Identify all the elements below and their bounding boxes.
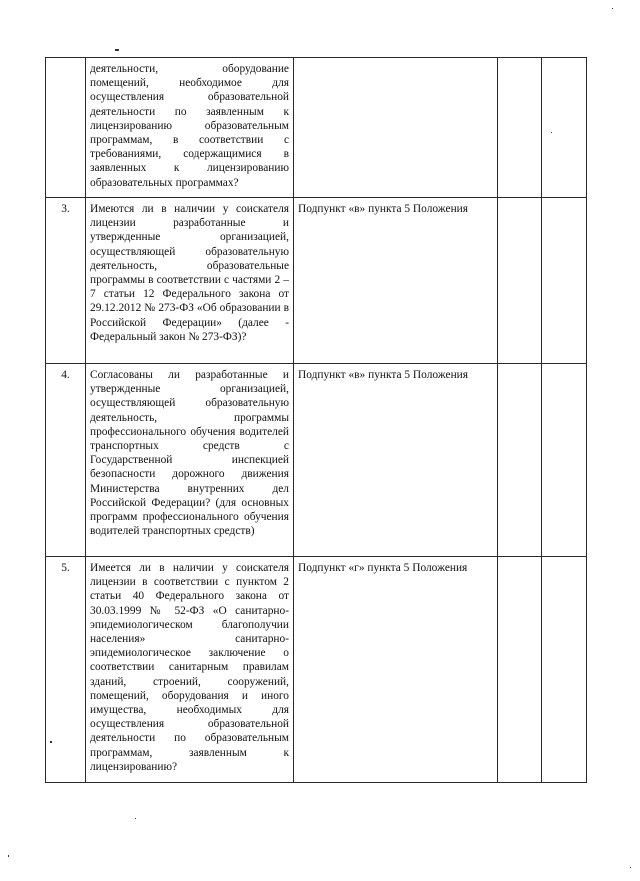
scan-speck bbox=[612, 8, 613, 9]
scan-speck bbox=[135, 818, 136, 819]
note-cell bbox=[542, 364, 587, 557]
checklist-table bbox=[45, 57, 587, 783]
row-number: 5. bbox=[46, 557, 86, 783]
question-cell bbox=[86, 364, 294, 557]
row-number bbox=[46, 58, 86, 198]
scan-speck bbox=[8, 855, 9, 857]
note-cell bbox=[542, 557, 587, 783]
question-cell bbox=[86, 58, 294, 198]
note-cell bbox=[542, 198, 587, 364]
answer-cell bbox=[498, 557, 542, 783]
answer-cell bbox=[498, 58, 542, 198]
question-text: Согласованы ли разработанные и утвержденные организацией, осуществляющей образовательную деятельность, программы профессионального обучения водителей транспортных средств с Государственной инспекцией безопасности дорожного движения Министерства внутренних дел Российской Федерации? (для основных программ профессионального обучения водителей транспортных средств) bbox=[90, 369, 289, 538]
scan-speck bbox=[630, 867, 631, 868]
table-row bbox=[46, 198, 587, 364]
question-text: деятельности, оборудование помещений, необходимое для осуществления образовательной деятельности по заявленным к лицензированию образовательным программам, в соответствии с требованиями, содержащимися в заявленных к лицензированию образовательных программах? bbox=[90, 63, 289, 189]
answer-cell bbox=[498, 364, 542, 557]
reference-cell bbox=[294, 58, 498, 198]
row-number: 4. bbox=[46, 364, 86, 557]
note-cell bbox=[542, 58, 587, 198]
table-row bbox=[46, 58, 587, 198]
question-text: Имеется ли в наличии у соискателя лицензии в соответствии с пунктом 2 статьи 40 Федерального закона от 30.03.1999 № 52-ФЗ «О санитарно-эпидемиологическом благополучии населения» санитарно-эпидемиологическое заключение о соответствии санитарным правилам зданий, строений, сооружений, помещений, оборудования и иного имущества, необходимых для осуществления образовательной деятельности по образовательным программам, заявленным к лицензированию? bbox=[90, 562, 289, 773]
table-row bbox=[46, 364, 587, 557]
reference-cell: Подпункт «в» пункта 5 Положения bbox=[294, 198, 498, 364]
question-text: Имеются ли в наличии у соискателя лицензии разработанные и утвержденные организацией, осуществляющей образовательную деятельность, образовательные программы в соответствии с частями 2 – 7 статьи 12 Федерального закона от 29.12.2012 № 273-ФЗ «Об образовании в Российской Федерации» (далее - Федеральный закон № 273-ФЗ)? bbox=[90, 203, 289, 343]
row-number: 3. bbox=[46, 198, 86, 364]
table-row bbox=[46, 557, 587, 783]
scan-speck bbox=[115, 49, 119, 51]
question-cell bbox=[86, 557, 294, 783]
answer-cell bbox=[498, 198, 542, 364]
reference-cell: Подпункт «в» пункта 5 Положения bbox=[294, 364, 498, 557]
reference-cell: Подпункт «г» пункта 5 Положения bbox=[294, 557, 498, 783]
question-cell bbox=[86, 198, 294, 364]
